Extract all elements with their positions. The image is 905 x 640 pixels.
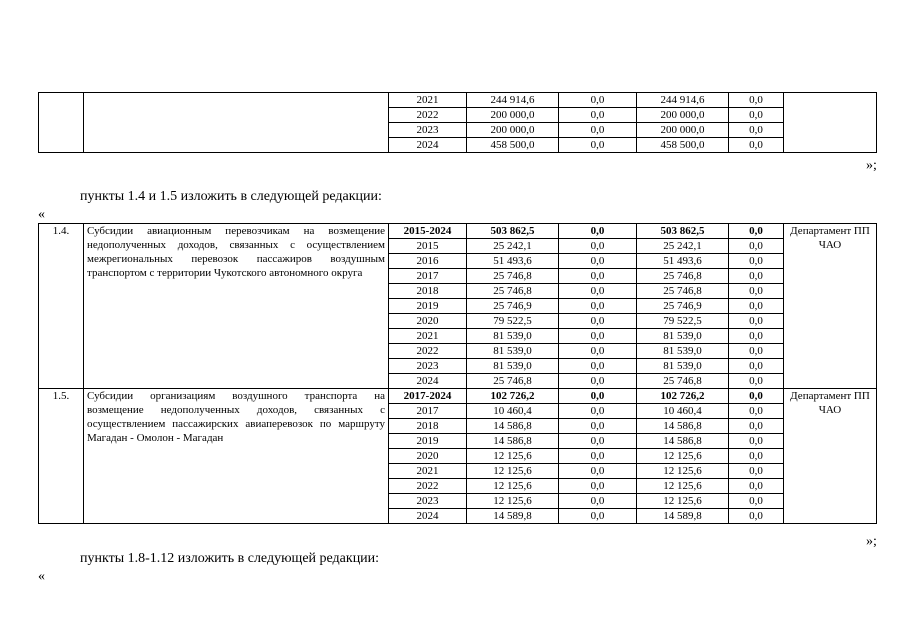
year-cell: 2024 xyxy=(389,509,467,524)
year-cell: 2016 xyxy=(389,254,467,269)
other-cell: 0,0 xyxy=(729,138,784,153)
table-row xyxy=(39,389,877,404)
federal-cell: 0,0 xyxy=(559,254,637,269)
other-cell: 0,0 xyxy=(729,434,784,449)
regional-cell: 10 460,4 xyxy=(637,404,729,419)
item-number: 1.4. xyxy=(39,224,84,389)
regional-cell: 14 589,8 xyxy=(637,509,729,524)
total-cell: 10 460,4 xyxy=(467,404,559,419)
federal-cell: 0,0 xyxy=(559,404,637,419)
total-cell: 102 726,2 xyxy=(467,389,559,404)
total-cell: 14 589,8 xyxy=(467,509,559,524)
regional-cell: 51 493,6 xyxy=(637,254,729,269)
regional-cell: 25 746,8 xyxy=(637,284,729,299)
federal-cell: 0,0 xyxy=(559,123,637,138)
regional-cell: 25 746,8 xyxy=(637,374,729,389)
federal-cell: 0,0 xyxy=(559,479,637,494)
regional-cell: 12 125,6 xyxy=(637,479,729,494)
regional-cell: 200 000,0 xyxy=(637,123,729,138)
total-cell: 81 539,0 xyxy=(467,344,559,359)
regional-cell: 25 746,8 xyxy=(637,269,729,284)
total-cell: 458 500,0 xyxy=(467,138,559,153)
year-cell: 2022 xyxy=(389,479,467,494)
year-cell: 2017 xyxy=(389,269,467,284)
regional-cell: 12 125,6 xyxy=(637,449,729,464)
other-cell: 0,0 xyxy=(729,449,784,464)
total-cell: 200 000,0 xyxy=(467,123,559,138)
regional-cell: 81 539,0 xyxy=(637,344,729,359)
year-cell: 2018 xyxy=(389,284,467,299)
year-cell: 2020 xyxy=(389,449,467,464)
total-cell: 12 125,6 xyxy=(467,479,559,494)
total-cell: 51 493,6 xyxy=(467,254,559,269)
federal-cell: 0,0 xyxy=(559,494,637,509)
other-cell: 0,0 xyxy=(729,389,784,404)
total-cell: 14 586,8 xyxy=(467,419,559,434)
federal-cell: 0,0 xyxy=(559,344,637,359)
year-cell: 2022 xyxy=(389,108,467,123)
regional-cell: 458 500,0 xyxy=(637,138,729,153)
total-cell: 25 746,8 xyxy=(467,269,559,284)
other-cell: 0,0 xyxy=(729,314,784,329)
other-cell: 0,0 xyxy=(729,108,784,123)
regional-cell: 79 522,5 xyxy=(637,314,729,329)
federal-cell: 0,0 xyxy=(559,224,637,239)
year-cell: 2019 xyxy=(389,299,467,314)
regional-cell: 14 586,8 xyxy=(637,434,729,449)
year-cell: 2017-2024 xyxy=(389,389,467,404)
top-close-quote: »; xyxy=(866,158,877,173)
item-description: Субсидии организациям воздушного транспорта на возмещение недополученных доходов, связанных с осуществлением пассажирских авиаперевозок по маршруту Магадан - Омолон - Магадан xyxy=(84,389,389,524)
total-cell: 503 862,5 xyxy=(467,224,559,239)
total-cell: 79 522,5 xyxy=(467,314,559,329)
federal-cell: 0,0 xyxy=(559,239,637,254)
year-cell: 2021 xyxy=(389,93,467,108)
total-cell: 81 539,0 xyxy=(467,359,559,374)
total-cell: 25 746,8 xyxy=(467,284,559,299)
item-description: Субсидии авиационным перевозчикам на возмещение недополученных доходов, связанных с осуществлением межрегиональных перевозок пассажиров воздушным транспортом с территории Чукотского автономного округа xyxy=(84,224,389,389)
regional-cell: 25 746,9 xyxy=(637,299,729,314)
other-cell: 0,0 xyxy=(729,329,784,344)
table-row xyxy=(39,93,877,108)
regional-cell: 81 539,0 xyxy=(637,359,729,374)
federal-cell: 0,0 xyxy=(559,434,637,449)
year-cell: 2019 xyxy=(389,434,467,449)
other-cell: 0,0 xyxy=(729,464,784,479)
other-cell: 0,0 xyxy=(729,269,784,284)
regional-cell: 12 125,6 xyxy=(637,494,729,509)
year-cell: 2018 xyxy=(389,419,467,434)
section1-open-quote: « xyxy=(38,207,45,222)
year-cell: 2017 xyxy=(389,404,467,419)
federal-cell: 0,0 xyxy=(559,284,637,299)
total-cell: 244 914,6 xyxy=(467,93,559,108)
year-cell: 2021 xyxy=(389,464,467,479)
federal-cell: 0,0 xyxy=(559,449,637,464)
section2-heading: пункты 1.8-1.12 изложить в следующей редакции: xyxy=(80,551,380,566)
other-cell: 0,0 xyxy=(729,479,784,494)
federal-cell: 0,0 xyxy=(559,359,637,374)
federal-cell: 0,0 xyxy=(559,314,637,329)
section2-open-quote: « xyxy=(38,569,45,584)
table-row xyxy=(39,224,877,239)
regional-cell: 102 726,2 xyxy=(637,389,729,404)
other-cell: 0,0 xyxy=(729,299,784,314)
top-table xyxy=(38,92,877,153)
other-cell: 0,0 xyxy=(729,123,784,138)
regional-cell: 25 242,1 xyxy=(637,239,729,254)
year-cell: 2023 xyxy=(389,123,467,138)
other-cell: 0,0 xyxy=(729,224,784,239)
year-cell: 2022 xyxy=(389,344,467,359)
item-department: Департамент ПП ЧАО xyxy=(784,224,877,389)
section1-close-quote: »; xyxy=(866,534,877,549)
federal-cell: 0,0 xyxy=(559,93,637,108)
section1-heading: пункты 1.4 и 1.5 изложить в следующей редакции: xyxy=(80,189,382,204)
other-cell: 0,0 xyxy=(729,254,784,269)
year-cell: 2023 xyxy=(389,359,467,374)
federal-cell: 0,0 xyxy=(559,108,637,123)
total-cell: 25 746,8 xyxy=(467,374,559,389)
federal-cell: 0,0 xyxy=(559,299,637,314)
federal-cell: 0,0 xyxy=(559,374,637,389)
federal-cell: 0,0 xyxy=(559,329,637,344)
total-cell: 12 125,6 xyxy=(467,464,559,479)
year-cell: 2015-2024 xyxy=(389,224,467,239)
regional-cell: 81 539,0 xyxy=(637,329,729,344)
other-cell: 0,0 xyxy=(729,509,784,524)
regional-cell: 503 862,5 xyxy=(637,224,729,239)
federal-cell: 0,0 xyxy=(559,389,637,404)
year-cell: 2024 xyxy=(389,374,467,389)
total-cell: 14 586,8 xyxy=(467,434,559,449)
other-cell: 0,0 xyxy=(729,239,784,254)
department-cell xyxy=(784,93,877,153)
regional-cell: 14 586,8 xyxy=(637,419,729,434)
total-cell: 25 242,1 xyxy=(467,239,559,254)
other-cell: 0,0 xyxy=(729,404,784,419)
items-table xyxy=(38,223,877,524)
year-cell: 2020 xyxy=(389,314,467,329)
federal-cell: 0,0 xyxy=(559,269,637,284)
year-cell: 2015 xyxy=(389,239,467,254)
total-cell: 12 125,6 xyxy=(467,494,559,509)
total-cell: 12 125,6 xyxy=(467,449,559,464)
item-number: 1.5. xyxy=(39,389,84,524)
other-cell: 0,0 xyxy=(729,93,784,108)
other-cell: 0,0 xyxy=(729,494,784,509)
other-cell: 0,0 xyxy=(729,419,784,434)
federal-cell: 0,0 xyxy=(559,464,637,479)
year-cell: 2023 xyxy=(389,494,467,509)
total-cell: 81 539,0 xyxy=(467,329,559,344)
total-cell: 200 000,0 xyxy=(467,108,559,123)
regional-cell: 244 914,6 xyxy=(637,93,729,108)
regional-cell: 200 000,0 xyxy=(637,108,729,123)
item-department: Департамент ПП ЧАО xyxy=(784,389,877,524)
federal-cell: 0,0 xyxy=(559,419,637,434)
other-cell: 0,0 xyxy=(729,374,784,389)
other-cell: 0,0 xyxy=(729,359,784,374)
description-cell xyxy=(84,93,389,153)
regional-cell: 12 125,6 xyxy=(637,464,729,479)
year-cell: 2024 xyxy=(389,138,467,153)
total-cell: 25 746,9 xyxy=(467,299,559,314)
year-cell: 2021 xyxy=(389,329,467,344)
number-cell xyxy=(39,93,84,153)
federal-cell: 0,0 xyxy=(559,509,637,524)
other-cell: 0,0 xyxy=(729,344,784,359)
federal-cell: 0,0 xyxy=(559,138,637,153)
other-cell: 0,0 xyxy=(729,284,784,299)
